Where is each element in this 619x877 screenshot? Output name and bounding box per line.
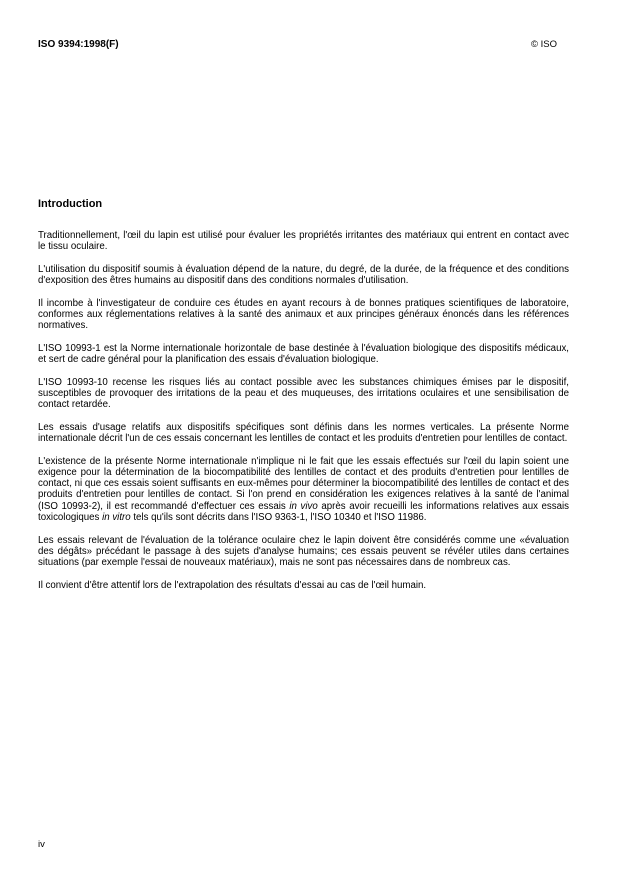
paragraph-7-part-1: L'existence de la présente Norme internationale n'implique ni le fait que les essais effectués sur l'œil du lapin soient une exigence pour la détermination de la biocompatibilité des lentilles de contact et des produits d'entretien pour lentilles de contact, ni que ces essais soient suffisants en eux-mêmes pour déterminer la biocompatibilité des lentilles de contact et des produits d'entretien pour lentilles de contact. Si l'on prend en considération les exigences relatives à la santé de l'animal (ISO 10993-2), il est recommandé d'effectuer ces essais [38,455,569,512]
paragraph-4: L'ISO 10993-1 est la Norme internationale horizontale de base destinée à l'évaluation biologique des dispositifs médicaux, et sert de cadre général pour la planification des essais d'évaluation biologique. [38,342,569,366]
copyright-notice: © ISO [531,39,558,50]
paragraph-1: Traditionnellement, l'œil du lapin est utilisé pour évaluer les propriétés irritantes des matériaux qui entrent en contact avec le tissu oculaire. [38,230,569,253]
paragraph-2: L'utilisation du dispositif soumis à évaluation dépend de la nature, du degré, de la durée, de la fréquence et des conditions d'exposition des êtres humains au dispositif dans des conditions normales d'utilisation. [38,263,569,287]
paragraph-6: Les essais d'usage relatifs aux dispositifs spécifiques sont définis dans les normes verticales. La présente Norme internationale décrit l'un de ces essais concernant les lentilles de contact et les produits d'entretien pour lentilles de contact. [38,421,569,445]
paragraph-9: Il convient d'être attentif lors de l'extrapolation des résultats d'essai au cas de l'œil humain. [38,579,427,591]
introduction-body [38,230,569,602]
paragraph-8: Les essais relevant de l'évaluation de la tolérance oculaire chez le lapin doivent être considérés comme une «évaluation des dégâts» précédant le passage à des sujets d'analyse humains; ces essais peuvent se révéler utiles dans certaines situations (par exemple l'essai de nouveaux matériaux), mais ne sont pas nécessaires dans de nombreux cas. [38,534,569,568]
document-id: ISO 9394:1998(F) [38,39,119,50]
paragraph-7-italic-in-vitro: in vitro [102,511,131,523]
paragraph-7-part-2: après avoir recueilli les informations relatives aux essais toxicologiques [38,500,569,523]
page-number: iv [38,839,45,850]
paragraph-3: Il incombe à l'investigateur de conduire ces études en ayant recours à de bonnes pratiques scientifiques de laboratoire, conformes aux réglementations relatives à la santé des animaux et aux principes généraux énoncés dans les références normatives. [38,297,569,332]
paragraph-7-part-3: tels qu'ils sont décrits dans l'ISO 9363-1, l'ISO 10340 et l'ISO 11986. [130,511,427,523]
paragraph-7-italic-in-vivo: in vivo [289,500,318,512]
paragraph-7 [38,456,569,523]
section-title: Introduction [38,198,103,210]
paragraph-5: L'ISO 10993-10 recense les risques liés au contact possible avec les substances chimiques émises par le dispositif, susceptibles de provoquer des irritations de la peau et des muqueuses, des irritations oculaires et une sensibilisation de contact retardée. [38,376,569,411]
